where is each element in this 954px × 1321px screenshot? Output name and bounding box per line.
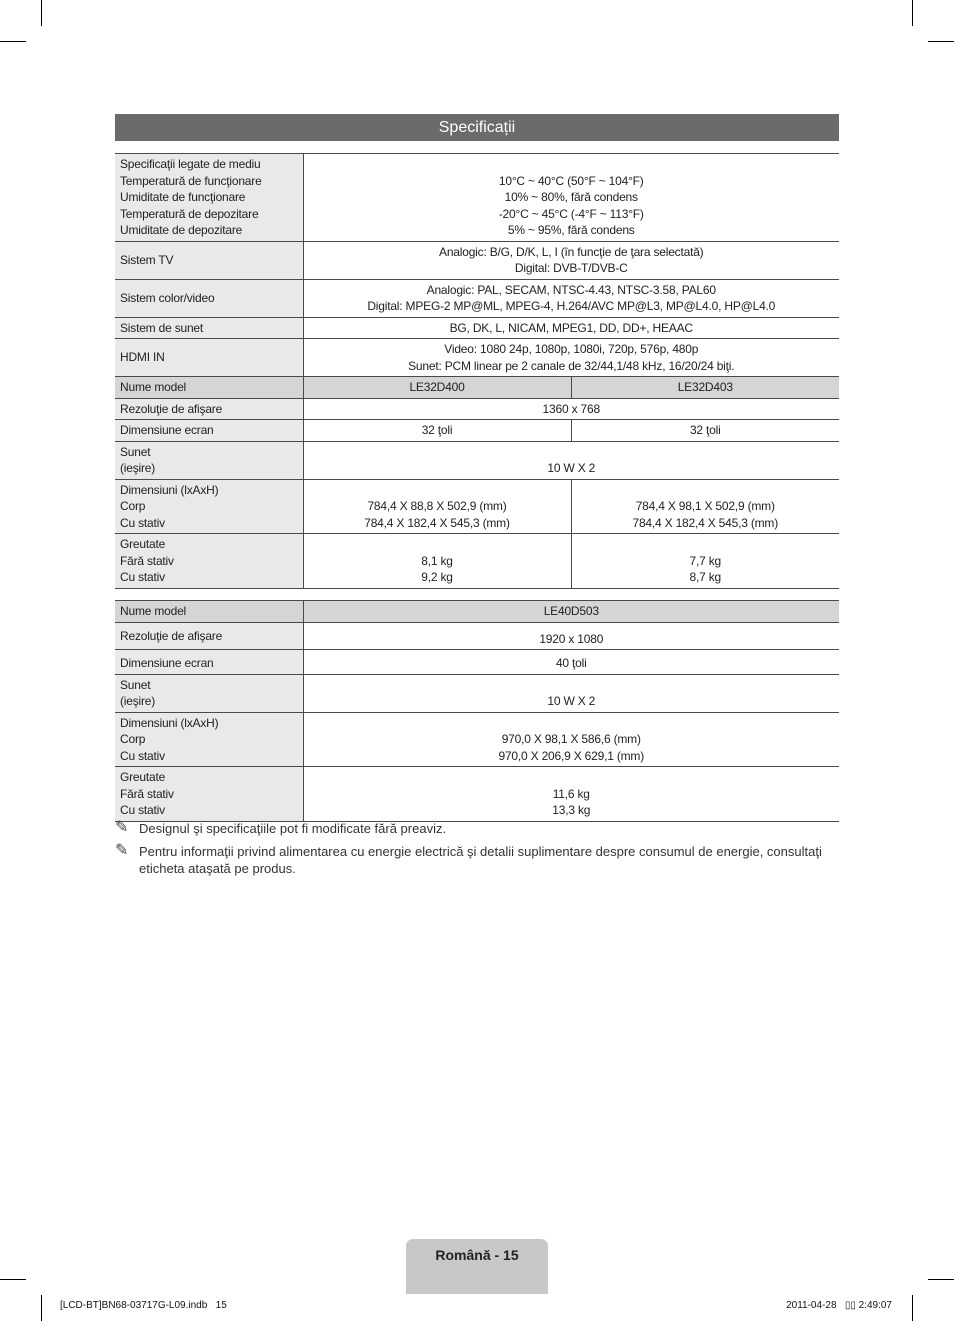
env-value-cell bbox=[303, 154, 839, 242]
weight-value-cell bbox=[303, 534, 571, 589]
env-label: Umiditate de funcţionare bbox=[120, 190, 246, 204]
weight-value: 8,7 kg bbox=[689, 570, 721, 584]
weight-label: Greutate bbox=[120, 770, 166, 784]
sound-output-label-cell bbox=[115, 674, 303, 712]
dimensions-label: Corp bbox=[120, 732, 146, 746]
page-label: Română - 15 bbox=[435, 1247, 519, 1263]
dimensions-value: 970,0 X 206,9 X 629,1 (mm) bbox=[498, 748, 645, 763]
color-video-value-cell bbox=[303, 279, 839, 317]
hdmi-value: Video: 1080 24p, 1080p, 1080i, 720p, 576p, 480p bbox=[444, 342, 699, 356]
crop-mark bbox=[41, 0, 42, 26]
weight-label-cell bbox=[115, 767, 303, 822]
table-row bbox=[115, 650, 839, 675]
screen-size-label: Dimensiune ecran bbox=[115, 650, 303, 675]
crop-mark bbox=[0, 41, 26, 42]
table-row bbox=[115, 534, 839, 589]
sound-output-label: (ieşire) bbox=[120, 461, 156, 475]
sound-output-label: Sunet bbox=[120, 677, 151, 692]
env-label: Temperatură de funcţionare bbox=[120, 173, 262, 188]
sound-output-label: Sunet bbox=[120, 444, 151, 459]
screen-size-value: 40 ţoli bbox=[303, 650, 839, 675]
table-row bbox=[115, 339, 839, 377]
sound-system-label: Sistem de sunet bbox=[115, 317, 303, 339]
weight-label: Cu stativ bbox=[120, 570, 165, 584]
weight-label: Cu stativ bbox=[120, 803, 165, 817]
env-label: Umiditate de depozitare bbox=[120, 223, 243, 237]
dimensions-value: 784,4 X 182,4 X 545,3 (mm) bbox=[632, 515, 779, 530]
weight-value: 8,1 kg bbox=[421, 553, 453, 568]
table-row bbox=[115, 420, 839, 442]
env-label-cell bbox=[115, 154, 303, 242]
sound-output-value: 10 W X 2 bbox=[303, 441, 839, 479]
color-video-value: Digital: MPEG-2 MP@ML, MPEG-4, H.264/AVC MP@L3, MP@L4.0, HP@L4.0 bbox=[367, 299, 776, 313]
hdmi-label: HDMI IN bbox=[115, 339, 303, 377]
sound-output-value: 10 W X 2 bbox=[303, 674, 839, 712]
model-name: LE40D503 bbox=[303, 601, 839, 623]
note-text: Pentru informaţii privind alimentarea cu energie electrică şi detalii suplimentare despre consumul de energie, consultaţi eticheta ataşată pe produs. bbox=[139, 844, 822, 876]
table-row bbox=[115, 712, 839, 767]
hdmi-value: Sunet: PCM linear pe 2 canale de 32/44,1/48 kHz, 16/20/24 biţi. bbox=[408, 358, 735, 373]
table-row bbox=[115, 441, 839, 479]
crop-mark bbox=[41, 1295, 42, 1321]
tv-system-label: Sistem TV bbox=[115, 241, 303, 279]
dimensions-value: 784,4 X 98,1 X 502,9 (mm) bbox=[635, 499, 775, 513]
crop-mark bbox=[912, 0, 913, 26]
weight-label: Fără stativ bbox=[120, 786, 174, 801]
hdmi-value-cell bbox=[303, 339, 839, 377]
table-row bbox=[115, 767, 839, 822]
table-row bbox=[115, 241, 839, 279]
pencil-note-icon: ✎ bbox=[115, 842, 129, 859]
spec-table-1 bbox=[115, 153, 839, 589]
crop-mark bbox=[912, 1295, 913, 1321]
weight-label-cell bbox=[115, 534, 303, 589]
dimensions-label: Cu stativ bbox=[120, 515, 165, 530]
tv-system-value: Analogic: B/G, D/K, L, I (în funcţie de ţara selectată) bbox=[439, 244, 704, 259]
tv-system-value: Digital: DVB-T/DVB-C bbox=[514, 261, 628, 275]
page-number-tab bbox=[406, 1239, 548, 1294]
resolution-label: Rezoluţie de afişare bbox=[115, 622, 303, 650]
dimensions-value: 784,4 X 88,8 X 502,9 (mm) bbox=[367, 499, 507, 513]
footer-timestamp: 2011-04-28 ▯▯ 2:49:07 bbox=[786, 1300, 892, 1311]
section-title: Specificații bbox=[115, 114, 839, 141]
note-item bbox=[115, 843, 839, 877]
table-row bbox=[115, 674, 839, 712]
env-label: Specificaţii legate de mediu bbox=[120, 157, 261, 171]
spec-table-2 bbox=[115, 600, 839, 822]
table-header-row bbox=[115, 377, 839, 399]
dimensions-value-cell bbox=[571, 479, 839, 534]
dimensions-value: 970,0 X 98,1 X 586,6 (mm) bbox=[501, 732, 641, 746]
crop-mark bbox=[928, 1279, 954, 1280]
screen-size-value: 32 ţoli bbox=[303, 420, 571, 442]
model-name-label: Nume model bbox=[115, 601, 303, 623]
note-text: Designul şi specificaţiile pot fi modificate fără preaviz. bbox=[139, 821, 447, 836]
pencil-note-icon: ✎ bbox=[115, 819, 129, 836]
color-video-label: Sistem color/video bbox=[115, 279, 303, 317]
env-value: 5% ~ 95%, fără condens bbox=[507, 223, 635, 237]
table-row bbox=[115, 479, 839, 534]
weight-label: Fără stativ bbox=[120, 553, 174, 568]
table-row bbox=[115, 154, 839, 242]
resolution-label: Rezoluţie de afişare bbox=[115, 398, 303, 420]
model-name: LE32D400 bbox=[303, 377, 571, 399]
env-value: 10°C ~ 40°C (50°F ~ 104°F) bbox=[498, 173, 644, 188]
table-row bbox=[115, 279, 839, 317]
env-value: 10% ~ 80%, fără condens bbox=[504, 190, 638, 204]
table-row bbox=[115, 317, 839, 339]
table-row bbox=[115, 622, 839, 650]
tv-system-value-cell bbox=[303, 241, 839, 279]
sound-output-label-cell bbox=[115, 441, 303, 479]
crop-mark bbox=[0, 1279, 26, 1280]
env-label: Temperatură de depozitare bbox=[120, 206, 259, 221]
note-item bbox=[115, 820, 839, 837]
screen-size-label: Dimensiune ecran bbox=[115, 420, 303, 442]
env-value: -20°C ~ 45°C (-4°F ~ 113°F) bbox=[498, 206, 644, 221]
weight-label: Greutate bbox=[120, 537, 166, 551]
dimensions-value: 784,4 X 182,4 X 545,3 (mm) bbox=[364, 515, 510, 530]
resolution-value: 1920 x 1080 bbox=[303, 622, 839, 650]
weight-value: 11,6 kg bbox=[552, 786, 590, 801]
model-name-label: Nume model bbox=[115, 377, 303, 399]
color-video-value: Analogic: PAL, SECAM, NTSC-4.43, NTSC-3.58, PAL60 bbox=[426, 282, 716, 297]
weight-value: 13,3 kg bbox=[552, 803, 591, 817]
notes bbox=[115, 820, 839, 883]
dimensions-label: Cu stativ bbox=[120, 748, 165, 763]
crop-mark bbox=[928, 41, 954, 42]
dimensions-value-cell bbox=[303, 479, 571, 534]
dimensions-value-cell bbox=[303, 712, 839, 767]
resolution-value: 1360 x 768 bbox=[303, 398, 839, 420]
model-name: LE32D403 bbox=[571, 377, 839, 399]
screen-size-value: 32 ţoli bbox=[571, 420, 839, 442]
weight-value-cell bbox=[303, 767, 839, 822]
weight-value: 9,2 kg bbox=[421, 570, 453, 584]
sound-output-label: (ieşire) bbox=[120, 694, 156, 708]
dimensions-label-cell bbox=[115, 712, 303, 767]
footer-file-info: [LCD-BT]BN68-03717G-L09.indb 15 bbox=[60, 1300, 227, 1311]
weight-value: 7,7 kg bbox=[689, 553, 721, 568]
dimensions-label-cell bbox=[115, 479, 303, 534]
sound-system-value: BG, DK, L, NICAM, MPEG1, DD, DD+, HEAAC bbox=[303, 317, 839, 339]
dimensions-label: Dimensiuni (lxAxH) bbox=[120, 482, 219, 497]
weight-value-cell bbox=[571, 534, 839, 589]
dimensions-label: Corp bbox=[120, 499, 146, 513]
table-header-row bbox=[115, 601, 839, 623]
table-row bbox=[115, 398, 839, 420]
dimensions-label: Dimensiuni (lxAxH) bbox=[120, 715, 219, 730]
